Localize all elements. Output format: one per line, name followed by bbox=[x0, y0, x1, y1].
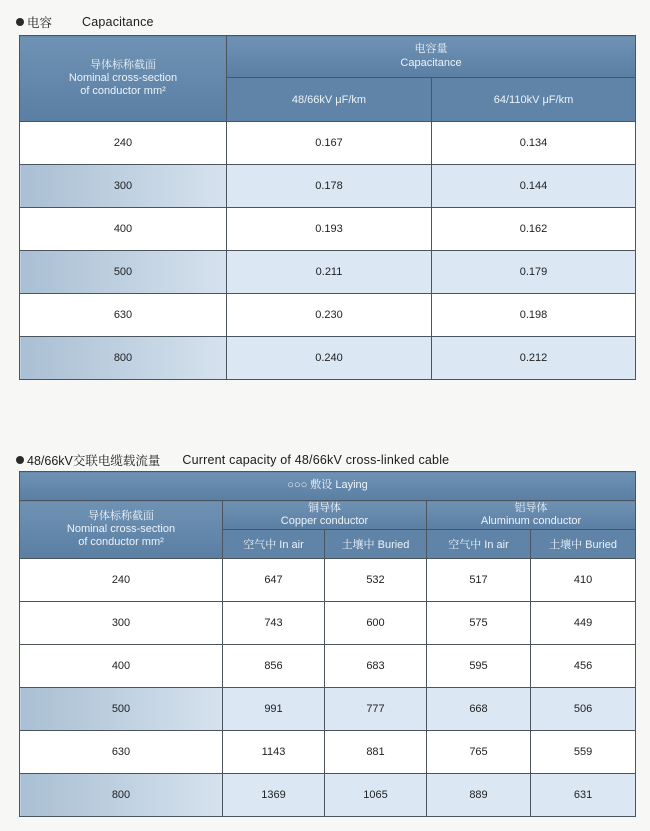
section-header bbox=[20, 501, 223, 559]
table-row bbox=[20, 559, 636, 602]
section-cell: 500 bbox=[20, 688, 223, 731]
col-64-110kv-header: 64/110kV μF/km bbox=[432, 78, 636, 122]
section-cell: 800 bbox=[20, 774, 223, 817]
table-row bbox=[20, 165, 636, 208]
capacitance-header-en: Capacitance bbox=[400, 56, 462, 69]
value-cell: 449 bbox=[531, 602, 636, 645]
value-cell: 575 bbox=[427, 602, 531, 645]
value-cell: 532 bbox=[325, 559, 427, 602]
section-header-en: Nominal cross-section bbox=[66, 522, 176, 535]
value-cell: 0.134 bbox=[432, 122, 636, 165]
value-cell: 856 bbox=[223, 645, 325, 688]
value-cell: 881 bbox=[325, 731, 427, 774]
value-cell: 0.230 bbox=[227, 294, 432, 337]
laying-header: ○○○ 敷设 Laying bbox=[20, 472, 636, 501]
aluminum-in-air-header: 空气中 In air bbox=[427, 530, 531, 559]
section-header-cn: 导体标称截面 bbox=[90, 58, 156, 71]
value-cell: 0.162 bbox=[432, 208, 636, 251]
value-cell: 0.179 bbox=[432, 251, 636, 294]
section-cell: 630 bbox=[20, 731, 223, 774]
section-header-unit: of conductor mm² bbox=[80, 85, 166, 98]
section-cell: 630 bbox=[20, 294, 227, 337]
copper-conductor-header bbox=[223, 501, 427, 530]
table-row bbox=[20, 731, 636, 774]
value-cell: 456 bbox=[531, 645, 636, 688]
section-cell: 400 bbox=[20, 208, 227, 251]
section-cell: 400 bbox=[20, 645, 223, 688]
copper-in-air-header: 空气中 In air bbox=[223, 530, 325, 559]
capacitance-group-header bbox=[227, 36, 636, 78]
value-cell: 1143 bbox=[223, 731, 325, 774]
section-header-unit: of conductor mm² bbox=[78, 536, 164, 549]
bullet-icon bbox=[16, 456, 24, 464]
value-cell: 0.198 bbox=[432, 294, 636, 337]
value-cell: 559 bbox=[531, 731, 636, 774]
section-cell: 800 bbox=[20, 337, 227, 380]
table-row bbox=[20, 688, 636, 731]
capacitance-table bbox=[19, 35, 636, 380]
section-cell: 240 bbox=[20, 122, 227, 165]
table-row bbox=[20, 602, 636, 645]
value-cell: 765 bbox=[427, 731, 531, 774]
capacitance-title-cn: 电容 bbox=[27, 16, 53, 30]
aluminum-header-en: Aluminum conductor bbox=[480, 515, 582, 527]
value-cell: 517 bbox=[427, 559, 531, 602]
table-row bbox=[20, 251, 636, 294]
table-row bbox=[20, 645, 636, 688]
value-cell: 1065 bbox=[325, 774, 427, 817]
value-cell: 743 bbox=[223, 602, 325, 645]
value-cell: 410 bbox=[531, 559, 636, 602]
value-cell: 0.167 bbox=[227, 122, 432, 165]
value-cell: 0.240 bbox=[227, 337, 432, 380]
capacitance-title-en: Capacitance bbox=[82, 15, 154, 29]
section-cell: 300 bbox=[20, 165, 227, 208]
value-cell: 0.211 bbox=[227, 251, 432, 294]
current-title-en: Current capacity of 48/66kV cross-linked cable bbox=[182, 453, 450, 467]
capacitance-header-cn: 电容量 bbox=[414, 43, 448, 56]
section-header bbox=[20, 36, 227, 122]
value-cell: 683 bbox=[325, 645, 427, 688]
capacitance-header-row bbox=[20, 36, 636, 78]
value-cell: 0.193 bbox=[227, 208, 432, 251]
section-cell: 500 bbox=[20, 251, 227, 294]
copper-header-en: Copper conductor bbox=[280, 515, 369, 527]
col-48-66kv-header: 48/66kV μF/km bbox=[227, 78, 432, 122]
table-row bbox=[20, 774, 636, 817]
aluminum-buried-header: 土壤中 Buried bbox=[531, 530, 636, 559]
bullet-icon bbox=[16, 18, 24, 26]
value-cell: 777 bbox=[325, 688, 427, 731]
aluminum-conductor-header bbox=[427, 501, 636, 530]
value-cell: 0.178 bbox=[227, 165, 432, 208]
value-cell: 0.212 bbox=[432, 337, 636, 380]
capacitance-section-title bbox=[16, 13, 154, 31]
table-row bbox=[20, 294, 636, 337]
value-cell: 991 bbox=[223, 688, 325, 731]
section-header-en: Nominal cross-section bbox=[68, 71, 178, 84]
current-capacity-table bbox=[19, 471, 636, 817]
value-cell: 889 bbox=[427, 774, 531, 817]
value-cell: 1369 bbox=[223, 774, 325, 817]
value-cell: 631 bbox=[531, 774, 636, 817]
section-cell: 240 bbox=[20, 559, 223, 602]
copper-buried-header: 土壤中 Buried bbox=[325, 530, 427, 559]
value-cell: 668 bbox=[427, 688, 531, 731]
copper-header-cn: 铜导体 bbox=[308, 501, 341, 514]
current-title-cn: 48/66kV交联电缆载流量 bbox=[27, 454, 161, 468]
value-cell: 600 bbox=[325, 602, 427, 645]
value-cell: 595 bbox=[427, 645, 531, 688]
value-cell: 0.144 bbox=[432, 165, 636, 208]
current-capacity-section-title bbox=[16, 451, 449, 469]
section-cell: 300 bbox=[20, 602, 223, 645]
value-cell: 506 bbox=[531, 688, 636, 731]
aluminum-header-cn: 铝导体 bbox=[514, 501, 548, 514]
table-row bbox=[20, 337, 636, 380]
conductor-header-row bbox=[20, 501, 636, 530]
table-row bbox=[20, 122, 636, 165]
laying-header-row bbox=[20, 472, 636, 501]
value-cell: 647 bbox=[223, 559, 325, 602]
section-header-cn: 导体标称截面 bbox=[88, 509, 154, 522]
table-row bbox=[20, 208, 636, 251]
